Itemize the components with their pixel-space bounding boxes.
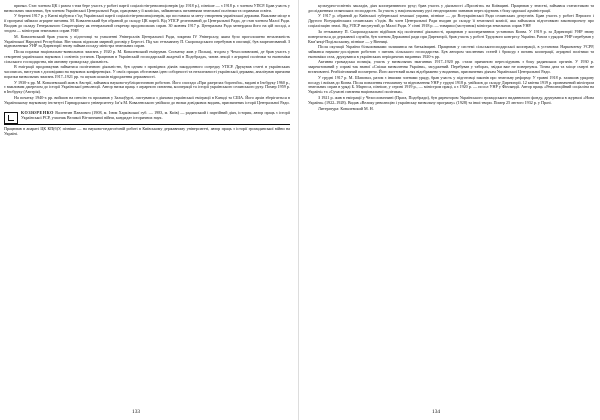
paragraph: Активна громадська позиція, участь у визвольних змаганнях 1917–1920 рр. стали причиною переслідувань з боку радянських органів. У 1930 р. заарештований у справі так званої «Спілки визволення України», засуджений. Перебував у таборах, звідки вже не повернувся. Точна дата та місце смерті не встановлені. Реабілітований посмертно. Його життєвий шлях відображено у виданнях, присвячених діячам Української Центральної Ради. (308, 59, 594, 75)
paragraph: Після окупації України більшовиками залишився на батьківщині. Працював у системі сільськогосподарської кооперації, в установах Наркомзему УСРР, займався науково-дослідною роботою з питань сільського господарства. Був автором численних статей і брошур з питань кооперації, аграрної політики та економіки села, друкувався в українських періодичних виданнях 1920-х рр. (308, 44, 594, 59)
encyclopedia-entry (4, 111, 290, 121)
paragraph: культурно-освітніх закладів, діяч кооперативного руху; брав участь у діяльності «Просвіти» на Київщині. Працював у земстві, займався статистикою та дослідженням селянських господарств. За участь у національному русі неодноразово зазнавав переслідувань з боку царської адміністрації. (308, 4, 594, 13)
bibliography-line: Литература: Ковалевский М. Н. (318, 105, 374, 111)
paragraph: З 1921 р. жив в еміграції у Чехословаччині (Прага, Подєбради), був директором Українського громадського видавничого фонду, друкувався в журналі «Нова Україна» (1922–1928). Видав «Велику революцію і українську визвольну програму» (1928) та інші твори. Помер 25 лютого 1932 р. у Празі. (308, 94, 594, 105)
left-page (4, 4, 290, 416)
paragraph: принял. Стає членом ЦК і разом з тим бере участь у роботі партії соціалістів-революціонерів (до 1918 р.), пізніше — з 1918 р. є членом УПСР. Брав участь у визвольних змаганнях, був членом Української Центральної Ради, працював у її комісіях, займаючись питаннями земельної політики та справами освіти. (4, 4, 290, 13)
paragraph: У 1917 р. обраний до Київської губернської земської управи, пізніше — до Всеукраїнської Ради селянських депутатів. Брав участь у роботі Першого і Другого Всеукраїнських селянських з’їздів. Як член Центральної Ради входив до складу її земельної комісії, яка займалася підготовкою законопроекту про соціалізацію землі. Від УПСР висунутий до Малої Ради. У січні 1918 р. — товариш (заступник) міністра земельних справ УНР. (308, 13, 594, 29)
left-body (4, 4, 290, 106)
gutter-divider (298, 0, 299, 420)
entry-text: Валентин Павлович (1908, м. Ізюм Харківської губ. — 1983, м. Київ) — радянський і партійний діяч, історик, автор праць з історії Української РСР, учасник Великої Вітчизняної війни, кандидат історичних наук. (21, 109, 290, 120)
paragraph: Після поразки національно-визвольних змагань у 1920 р. М. Ковалевський емігрував. Спочатку жив у Польщі, згодом у Чехословаччині, де брав участь у створенні українських наукових і освітніх установ. Працював в Українській господарській академії в Подєбрадах, читав лекції з аграрної політики та економіки сільського господарства, вів активну громадську діяльність. (4, 48, 290, 64)
footer-note: Працював в апараті ЦК КП(б)У, пізніше — на науково-педагогічній роботі в Київському державному університеті, автор праць з історії громадянської війни на Україні. (4, 126, 290, 137)
paragraph: В еміграції продовжував займатися політичною діяльністю, був одним з провідних діячів закордонного осередку УПСР. Друкував статті в українських часописах, виступав з доповідями на наукових конференціях. У своїх працях обстоював ідею соборності та незалежності української держави, аналізував причини поразки визвольних змагань 1917–1921 рр. та шукав шляхів відродження державності. (4, 64, 290, 80)
paragraph: М. Ковалевський брав участь у підготовці та ухваленні Універсалів Центральної Ради, зокрема IV Універсалу, яким було проголошено незалежність Української Народної Республіки. Він також підписав мирний договір у Бересті. Під час гетьманату П. Скоропадського перебував в опозиції, був заарештований. З відновленням УНР за Директорії знову займав посаду міністра земельних справ. (4, 33, 290, 49)
right-body (308, 4, 594, 106)
paragraph: У грудні 1917 р. М. Шаповал, разом з іншими членами уряду, брав участь у підготовці законів про земельну реформу. У травні 1918 р. залишив урядову посаду і виїхав до Києва. Після повалення гетьманату та відновлення УНР у грудні 1918 р. увійшов до складу Директорії. 12 квітня 1919 р. призначений міністром земельних справ в уряді Б. Мартоса, пізніше, у серпні 1919 р., — міністром праці, а з 1920 р. — посол УНР у Фінляндії. Автор праць «Революційний соціалізм на Україні» та «Сучасні питання національної політики». (308, 74, 594, 95)
entry-headword: КОЗЮРЕНКО (21, 109, 54, 115)
page-number: 133 (132, 409, 141, 415)
paragraph: На початку 1940-х рр. вийшов на пенсію та проживав у Зальцбурзі, листувався з діячами української еміграції в Канаді та США. Його архів зберігається в Українському науковому інституті Гарвардського університету. Ім’я М. Ковалевського увійшло до низки довідкових видань, присвячених історії Центральної Ради. (4, 94, 290, 105)
footnote-divider (4, 124, 290, 125)
paragraph: У 1930-х рр. М. Ковалевський жив в Австрії, займався науково-публіцистичною роботою. Його спогади «При джерелах боротьби», видані в Інсбруку 1960 р., є важливим джерелом до історії Української революції. Автор низки праць з аграрного питання, кооперації та історії українського селянського руху. Помер 1959 р. в Інсбруку (Австрія). (4, 79, 290, 95)
right-page (308, 4, 594, 416)
dropcap-initial-icon (4, 112, 18, 124)
paragraph: У березні 1917 р. у Києві відбувся з’їзд Української партії соціалістів-революціонерів, що поставила за мету створення української держави. Важливе місце в її програмі займало аграрне питання. М. Ковалевський був обраний до складу ЦК партії. Від УПСР делегований до Центральної Ради, де став членом Малої Ради. Входив до складу Генерального Секретаріату як генеральний секретар продовольчих справ. 30 жовтня 1917 р. Центральна Рада затвердила його на цій посаді, а згодом — міністром земельних справ УНР. (4, 13, 290, 34)
paragraph: За гетьманату П. Скоропадського відійшов від політичної діяльності, працював у кооперативних установах Києва. У 1919 р. за Директорії УНР знову повертається до державної служби, був членом Державної ради при Директорії, брав участь у роботі Трудового конгресу України. Разом з урядом УНР перебував у Кам’янці-Подільському, пізніше — у Вінниці. (308, 28, 594, 44)
page-number: 134 (432, 409, 441, 415)
